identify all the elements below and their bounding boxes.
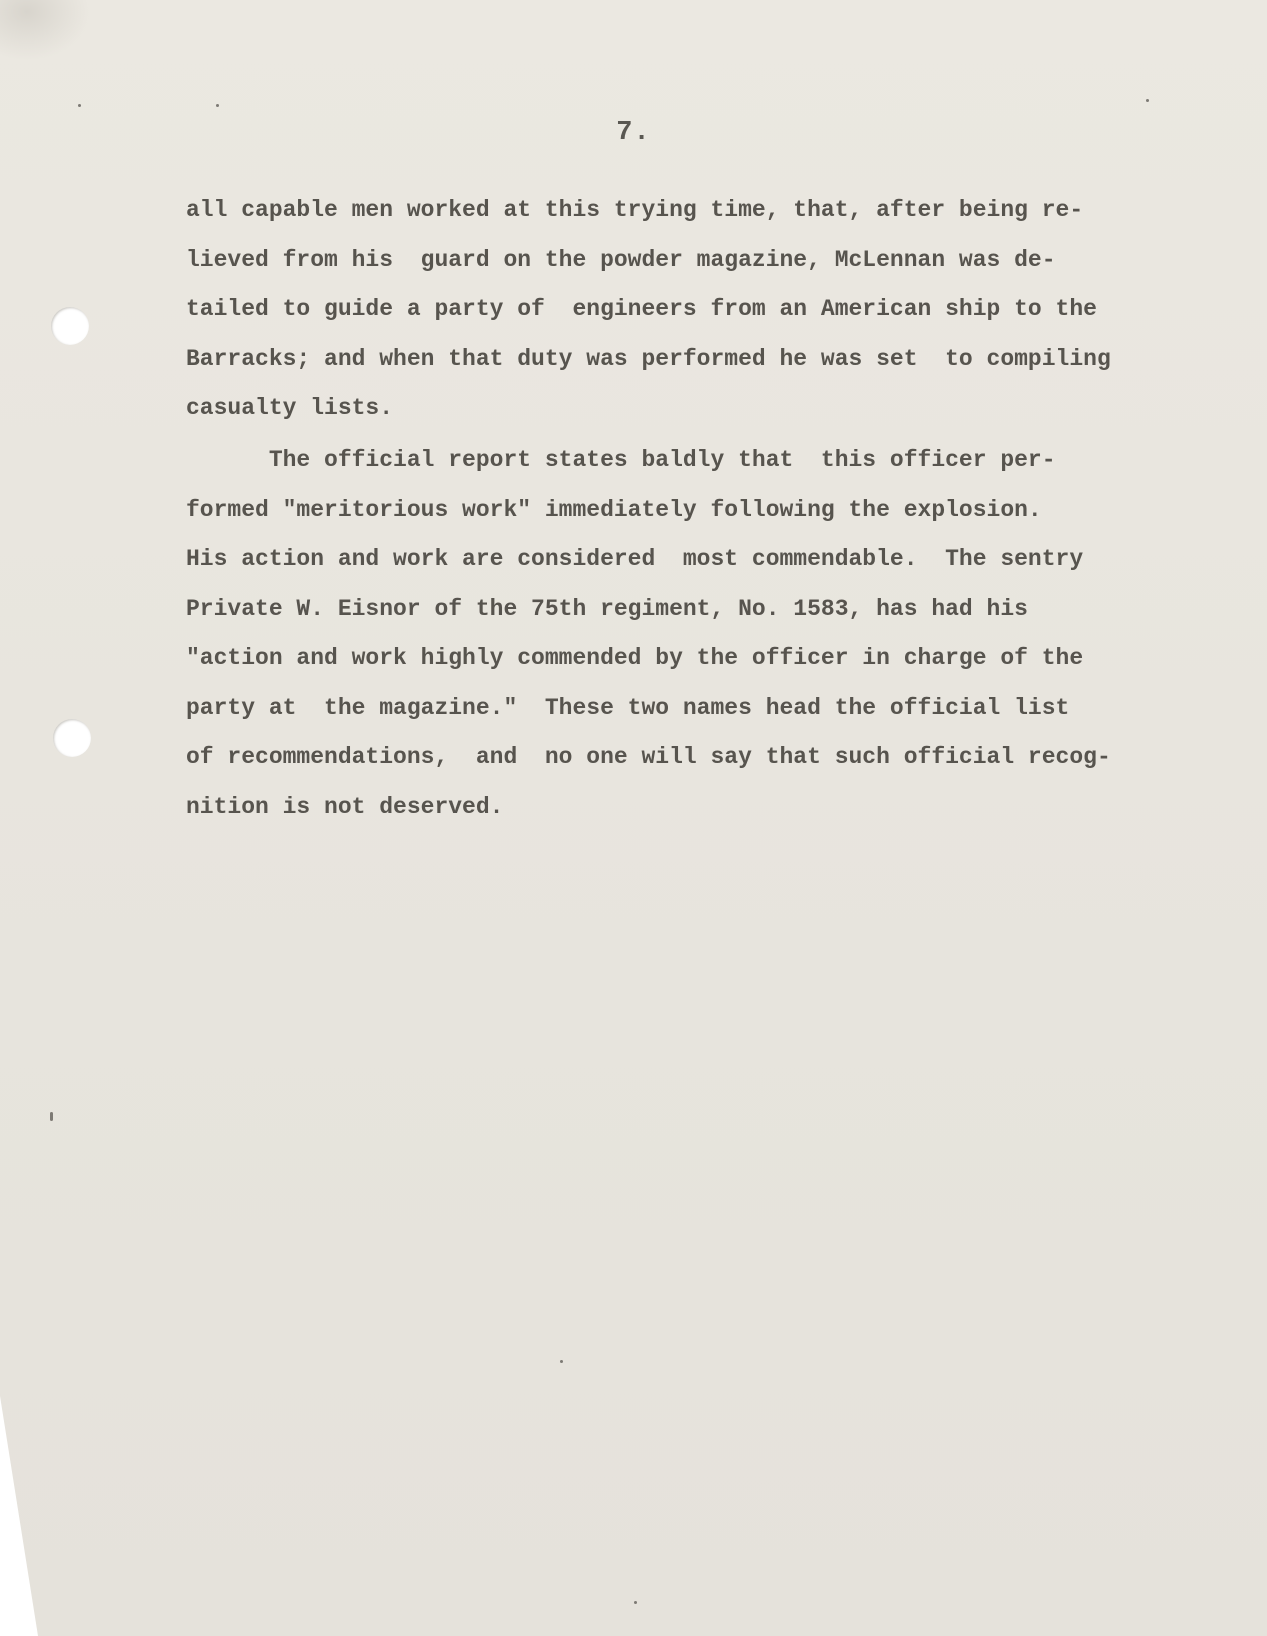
text-line: His action and work are considered most commendable. The sentry [186,546,1084,572]
text-line: lieved from his guard on the powder magazine, McLennan was de- [186,246,1056,273]
paper-speck [78,104,81,107]
text-line: The official report states baldly that this officer per- [186,447,1056,473]
paper-speck [634,1601,637,1604]
text-line: tailed to guide a party of engineers from an American ship to the [186,296,1097,322]
text-line: of recommendations, and no one will say that such official recog- [186,744,1111,770]
punch-hole [53,719,91,757]
page-number: 7. [616,118,651,148]
text-line: Barracks; and when that duty was performed he was set to compiling [186,345,1111,372]
paper-speck [560,1360,563,1363]
text-line: nition is not deserved. [186,793,504,820]
text-line: all capable men worked at this trying time, that, after being re- [186,197,1084,223]
text-line: party at the magazine." These two names head the official list [186,694,1070,721]
text-line: "action and work highly commended by the officer in charge of the [186,645,1084,671]
punch-hole [51,307,89,345]
torn-corner [0,1396,38,1636]
text-line: Private W. Eisnor of the 75th regiment, No. 1583, has had his [186,595,1028,622]
paper-speck [50,1112,53,1121]
paper-speck [1146,99,1149,102]
paragraph [186,436,1111,832]
paper-speck [216,104,219,107]
paper-smudge [0,0,90,60]
paragraph [186,186,1111,434]
text-line: casualty lists. [186,395,394,421]
text-line: formed "meritorious work" immediately following the explosion. [186,496,1042,523]
